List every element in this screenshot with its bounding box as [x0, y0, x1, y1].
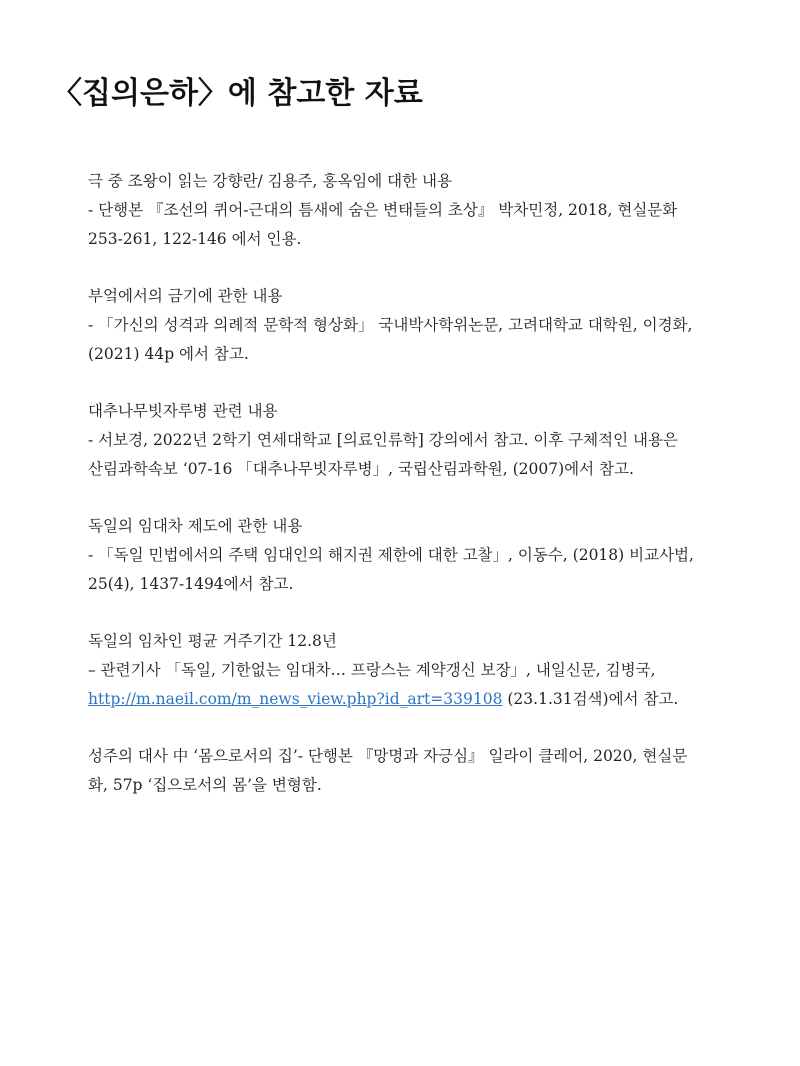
- reference-line: - 「독일 민법에서의 주택 임대인의 해지권 제한에 대한 고찰」, 이동수, (2018) 비교사법,: [88, 546, 694, 564]
- section-heading: 극 중 조왕이 읽는 강향란/ 김용주, 홍옥임에 대한 내용: [88, 172, 452, 190]
- reference-line: - 「가신의 성격과 의례적 문학적 형상화」 국내박사학위논문, 고려대학교 대학원, 이경화,: [88, 316, 693, 334]
- reference-line: - 단행본 『조선의 퀴어-근대의 틈새에 숨은 변태들의 초상』 박차민정, 2018, 현실문화: [88, 201, 678, 219]
- reference-line-with-link: [88, 685, 728, 714]
- section-heading: 독일의 임차인 평균 거주기간 12.8년: [88, 632, 337, 650]
- reference-line: – 관련기사 「독일, 기한없는 임대차… 프랑스는 계약갱신 보장」, 내일신문, 김병국,: [88, 661, 656, 679]
- reference-section-6: [88, 742, 728, 800]
- reference-line: 253-261, 122-146 에서 인용.: [88, 230, 302, 248]
- link-suffix-text: (23.1.31검색)에서 참고.: [502, 690, 679, 708]
- reference-section-3: [88, 397, 728, 484]
- reference-line: 화, 57p ‘집으로서의 몸’을 변형함.: [88, 776, 322, 794]
- section-heading: 부엌에서의 금기에 관한 내용: [88, 287, 283, 305]
- section-heading: 대추나무빗자루병 관련 내용: [88, 402, 278, 420]
- reference-section-2: [88, 282, 728, 369]
- reference-line: 성주의 대사 中 ‘몸으로서의 집’- 단행본 『망명과 자긍심』 일라이 클레어, 2020, 현실문: [88, 747, 688, 765]
- reference-line: - 서보경, 2022년 2학기 연세대학교 [의료인류학] 강의에서 참고. 이후 구체적인 내용은: [88, 431, 678, 449]
- reference-list: [88, 167, 728, 828]
- reference-line: 25(4), 1437-1494에서 참고.: [88, 575, 294, 593]
- section-heading: 독일의 임대차 제도에 관한 내용: [88, 517, 303, 535]
- reference-section-5: [88, 627, 728, 714]
- reference-line: 산림과학속보 ‘07-16 「대추나무빗자루병」, 국립산림과학원, (2007)에서 참고.: [88, 460, 634, 478]
- reference-section-1: [88, 167, 728, 254]
- page-title: 〈집의은하〉에 참고한 자료: [52, 76, 423, 111]
- article-link[interactable]: http://m.naeil.com/m_news_view.php?id_art=339108: [88, 690, 503, 708]
- reference-section-4: [88, 512, 728, 599]
- reference-line: (2021) 44p 에서 참고.: [88, 345, 249, 363]
